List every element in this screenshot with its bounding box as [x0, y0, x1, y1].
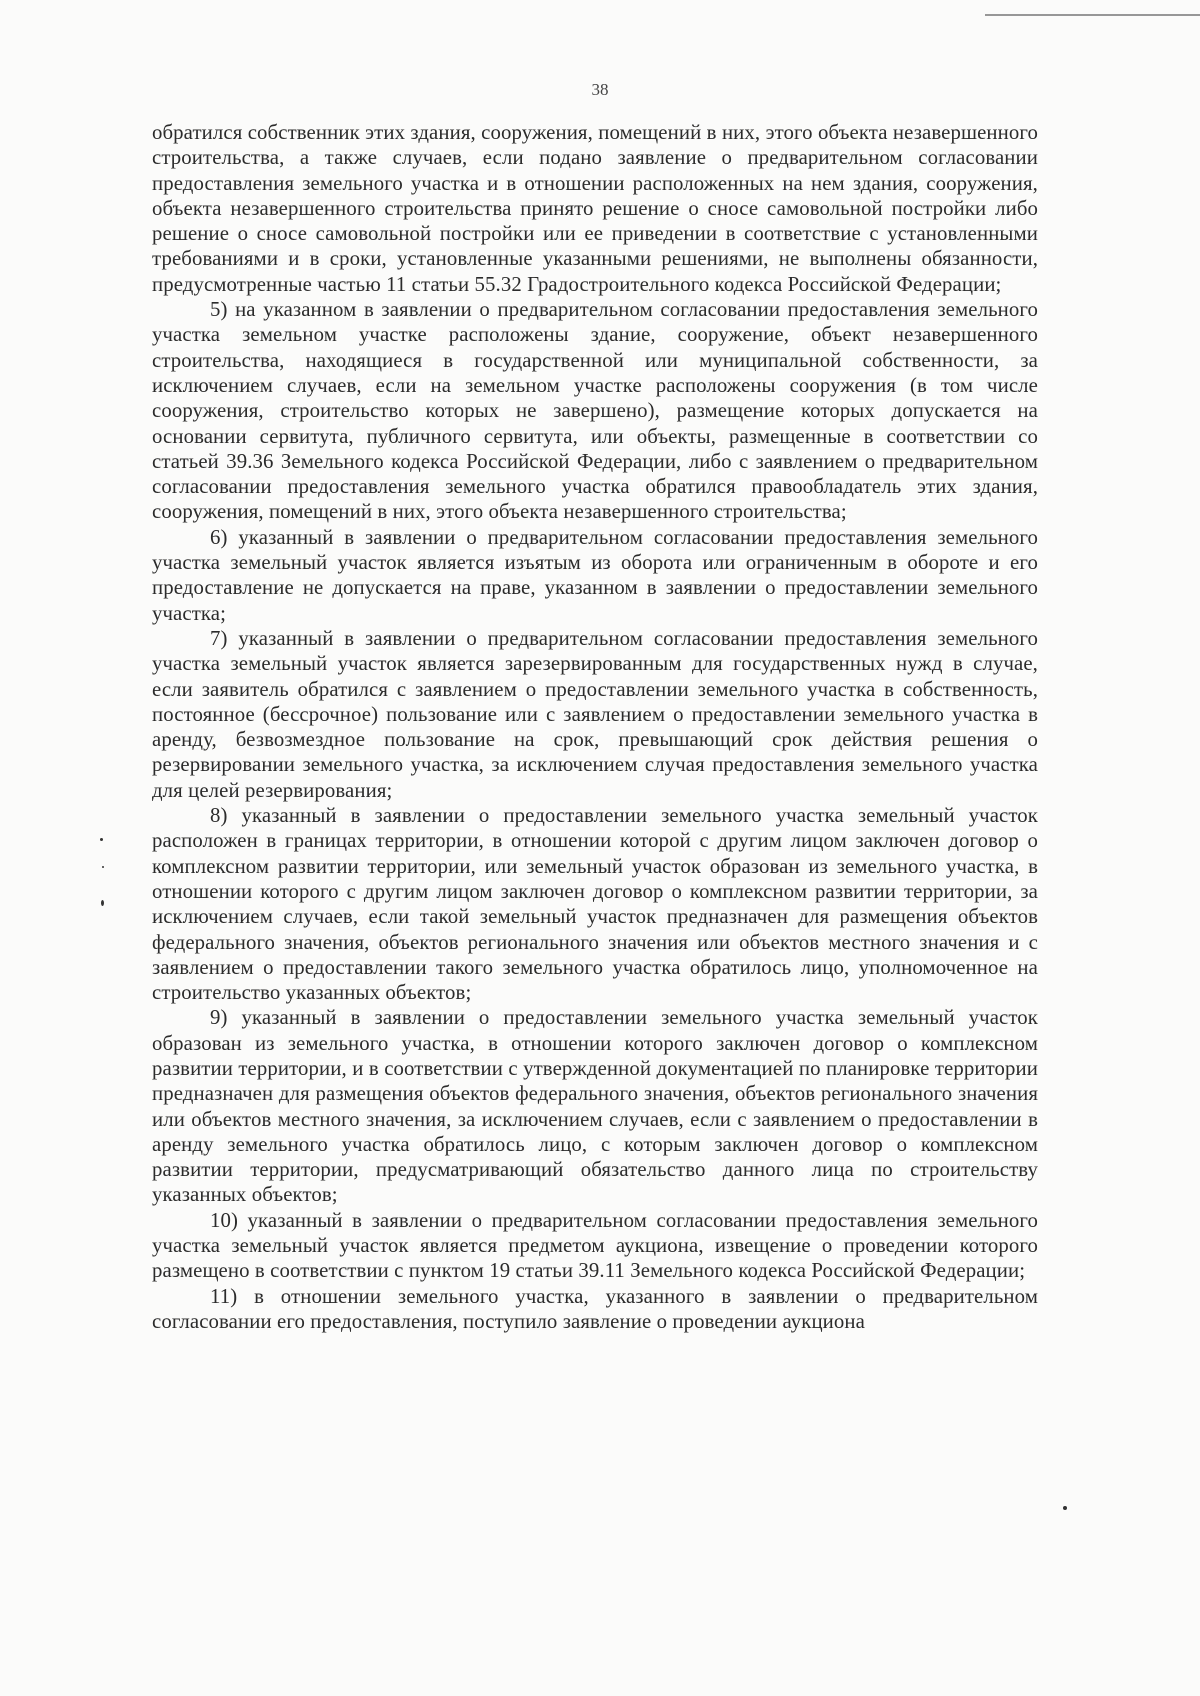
scan-speck [1063, 1506, 1067, 1510]
paragraph-item-5: 5) на указанном в заявлении о предварительном согласовании предоставления земельного участка земельном участке расположены здание, сооружение, объект незавершенного строительства, находящиеся в государственной или муниципальной собственности, за исключением случаев, если на земельном участке расположены сооружения (в том числе сооружения, строительство которых не завершено), размещение которых допускается на основании сервитута, публичного сервитута, или объекты, размещенные в соответствии со статьей 39.36 Земельного кодекса Российской Федерации, либо с заявлением о предварительном согласовании предоставления земельного участка обратился правообладатель этих здания, сооружения, помещений в них, этого объекта незавершенного строительства; [152, 298, 1038, 524]
paragraph-item-7: 7) указанный в заявлении о предварительном согласовании предоставления земельного участка земельный участок является зарезервированным для государственных нужд в случае, если заявитель обратился с заявлением о предоставлении земельного участка в собственность, постоянное (бессрочное) пользование или с заявлением о предоставлении земельного участка в аренду, безвозмездное пользование на срок, превышающий срок действия решения о резервировании земельного участка, за исключением случая предоставления земельного участка для целей резервирования; [152, 626, 1038, 802]
paragraph-item-10: 10) указанный в заявлении о предварительном согласовании предоставления земельного участка земельный участок является предметом аукциона, извещение о проведении которого размещено в соответствии с пунктом 19 статьи 39.11 Земельного кодекса Российской Федерации; [152, 1208, 1038, 1283]
top-edge-line [985, 14, 1200, 16]
document-body [152, 120, 1038, 1334]
paragraph-item-6: 6) указанный в заявлении о предварительном согласовании предоставления земельного участка земельный участок является изъятым из оборота или ограниченным в обороте и его предоставление не допускается на праве, указанном в заявлении о предоставлении земельного участка; [152, 525, 1038, 625]
paragraph-continuation: обратился собственник этих здания, сооружения, помещений в них, этого объекта незавершенного строительства, а также случаев, если подано заявление о предварительном согласовании предоставления земельного участка и в отношении расположенных на нем здания, сооружения, объекта незавершенного строительства принято решение о сносе самовольной постройки либо решение о сносе самовольной постройки или ее приведении в соответствие с установленными требованиями и в сроки, установленные указанными решениями, не выполнены обязанности, предусмотренные частью 11 статьи 55.32 Градостроительного кодекса Российской Федерации; [152, 121, 1038, 296]
paragraph-item-11: 11) в отношении земельного участка, указанного в заявлении о предварительном согласовании его предоставления, поступило заявление о проведении аукциона [152, 1284, 1038, 1333]
scan-speck [102, 866, 104, 868]
paragraph-item-9: 9) указанный в заявлении о предоставлении земельного участка земельный участок образован из земельного участка, в отношении которого заключен договор о комплексном развитии территории, и в соответствии с утвержденной документацией по планировке территории предназначен для размещения объектов федерального значения, объектов регионального значения или объектов местного значения, за исключением случаев, если с заявлением о предоставлении в аренду земельного участка обратилось лицо, с которым заключен договор о комплексном развитии территории, предусматривающий обязательство данного лица по строительству указанных объектов; [152, 1006, 1038, 1207]
scan-speck [100, 838, 103, 841]
scan-speck [101, 900, 104, 906]
paragraph-item-8: 8) указанный в заявлении о предоставлении земельного участка земельный участок расположен в границах территории, в отношении которой с другим лицом заключен договор о комплексном развитии территории, или земельный участок образован из земельного участка, в отношении которого с другим лицом заключен договор о комплексном развитии территории, за исключением случаев, если такой земельный участок предназначен для размещения объектов федерального значения, объектов регионального значения или объектов местного значения и с заявлением о предоставлении такого земельного участка обратилось лицо, уполномоченное на строительство указанных объектов; [152, 804, 1038, 1005]
page-number: 38 [591, 80, 609, 99]
